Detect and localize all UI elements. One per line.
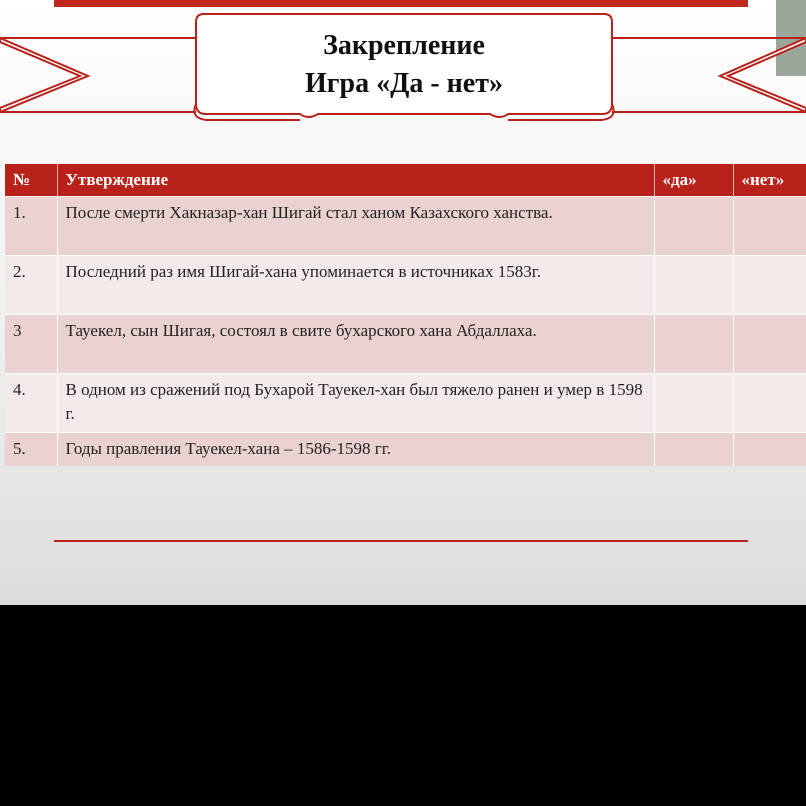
- row-statement: Последний раз имя Шигай-хана упоминается в источниках 1583г.: [57, 256, 654, 315]
- row-no-cell[interactable]: [733, 197, 806, 256]
- slide-title: [195, 20, 613, 110]
- table-row: [5, 374, 806, 433]
- title-line-1: Закрепление: [323, 30, 485, 61]
- row-no-cell[interactable]: [733, 374, 806, 433]
- table-row: [5, 197, 806, 256]
- row-no-cell[interactable]: [733, 256, 806, 315]
- header-no: «нет»: [733, 164, 806, 197]
- header-yes: «да»: [654, 164, 733, 197]
- row-number: 2.: [5, 256, 57, 315]
- row-no-cell[interactable]: [733, 433, 806, 467]
- table-row: [5, 433, 806, 467]
- table-header-row: [5, 164, 806, 197]
- row-yes-cell[interactable]: [654, 433, 733, 467]
- row-yes-cell[interactable]: [654, 197, 733, 256]
- row-number: 3: [5, 315, 57, 374]
- title-line-2: Игра «Да - нет»: [305, 68, 503, 99]
- row-number: 4.: [5, 374, 57, 433]
- row-yes-cell[interactable]: [654, 256, 733, 315]
- row-no-cell[interactable]: [733, 315, 806, 374]
- row-statement: После смерти Хакназар-хан Шигай стал ханом Казахского ханства.: [57, 197, 654, 256]
- statements-table: [5, 164, 806, 466]
- row-statement: Тауекел, сын Шигая, состоял в свите бухарского хана Абдаллаха.: [57, 315, 654, 374]
- row-number: 1.: [5, 197, 57, 256]
- row-statement: Годы правления Тауекел-хана – 1586-1598 гг.: [57, 433, 654, 467]
- ribbon-right-tail: [720, 38, 806, 112]
- bottom-accent-line: [54, 540, 748, 542]
- header-number: №: [5, 164, 57, 197]
- table-row: [5, 256, 806, 315]
- row-yes-cell[interactable]: [654, 374, 733, 433]
- row-statement: В одном из сражений под Бухарой Тауекел-хан был тяжело ранен и умер в 1598 г.: [57, 374, 654, 433]
- row-number: 5.: [5, 433, 57, 467]
- table-row: [5, 315, 806, 374]
- header-statement: Утверждение: [57, 164, 654, 197]
- row-yes-cell[interactable]: [654, 315, 733, 374]
- ribbon-left-tail: [0, 38, 88, 112]
